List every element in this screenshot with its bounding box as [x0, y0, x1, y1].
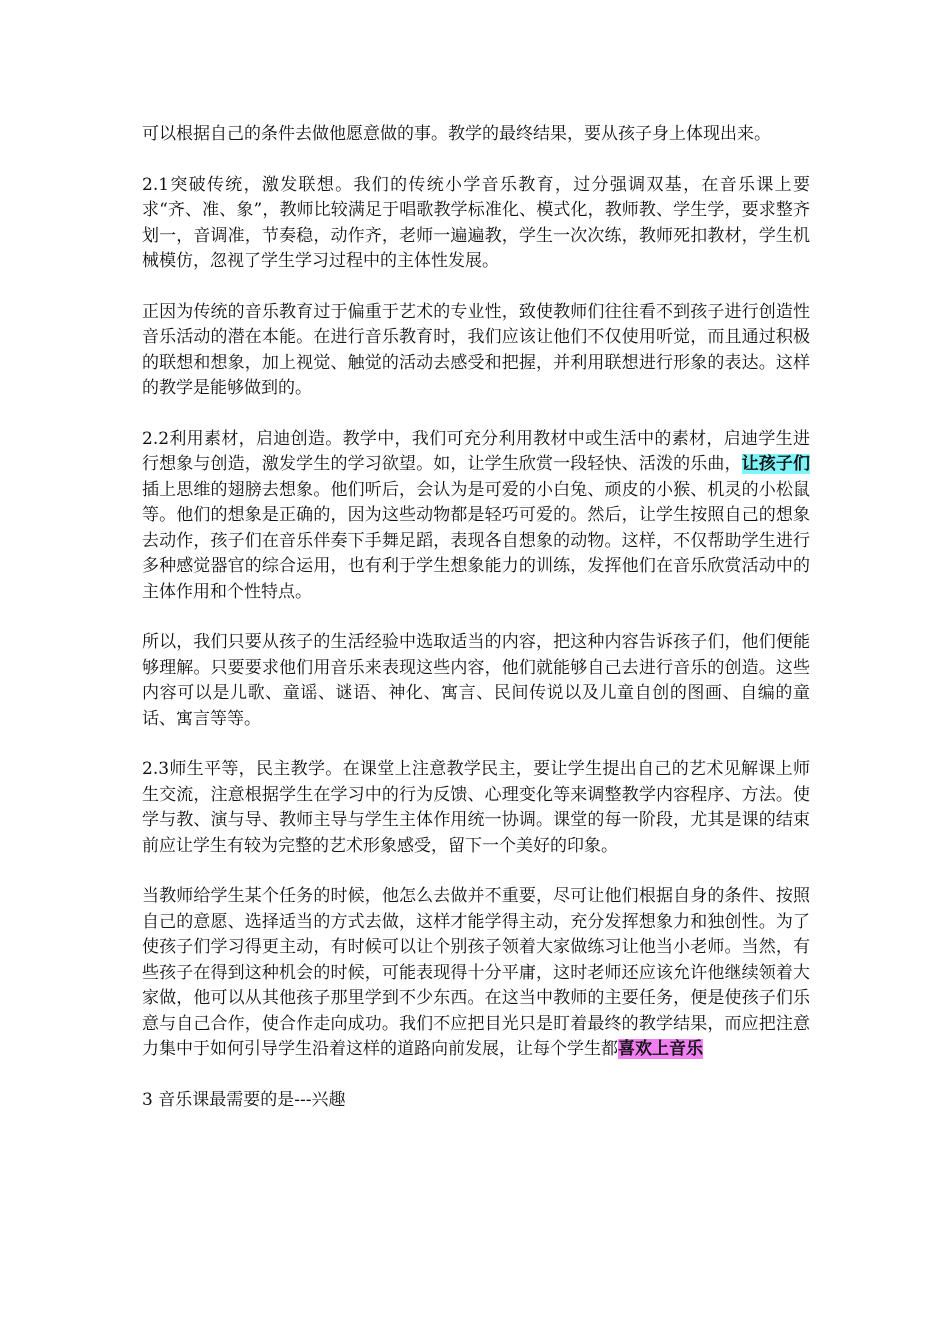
highlight-love-music: 喜欢上音乐 — [618, 1039, 703, 1059]
paragraph-section-2-1: 2.1突破传统，激发联想。我们的传统小学音乐教育，过分强调双基，在音乐课上要求“齐、准、象”，教师比较满足于唱歌教学标准化、模式化，教师教、学生学，要求整齐划一，音调准，节奏稳，动作齐，老师一遍遍教，学生一次次练，教师死扣教材，学生机械模仿，忽视了学生学习过程中的主体性发展。 — [142, 174, 810, 271]
paragraph-section-2-2-before: 2.2利用素材，启迪创造。教学中，我们可充分利用教材中或生活中的素材，启迪学生进行想象与创造，激发学生的学习欲望。如，让学生欣赏一段轻快、活泼的乐曲， — [142, 428, 810, 474]
paragraph-teacher-task — [142, 884, 810, 1063]
document-page — [142, 122, 810, 1138]
paragraph-intro: 可以根据自己的条件去做他愿意做的事。教学的最终结果，要从孩子身上体现出来。 — [142, 124, 771, 144]
paragraph-section-2-2 — [142, 427, 810, 606]
section-heading-3: 3 音乐课最需要的是---兴趣 — [142, 1089, 346, 1110]
paragraph-life-experience: 所以，我们只要从孩子的生活经验中选取适当的内容，把这种内容告诉孩子们，他们便能够理解。只要要求他们用音乐来表现这些内容，他们就能够自己去进行音乐的创造。这些内容可以是儿歌、童谣、谜语、神化、寓言、民间传说以及儿童自创的图画、自编的童话、寓言等等。 — [142, 632, 810, 729]
highlight-let-children: 让孩子们 — [741, 454, 811, 474]
paragraph-section-2-3: 2.3师生平等，民主教学。在课堂上注意教学民主，要让学生提出自己的艺术见解课上师生交流，注意根据学生在学习中的行为反馈、心理变化等来调整教学内容程序、方法。使学与教、演与导、教师主导与学生主体作用统一协调。课堂的每一阶段，尤其是课的结束前应让学生有较为完整的艺术形象感受，留下一个美好的印象。 — [142, 759, 810, 856]
paragraph-teacher-task-before: 当教师给学生某个任务的时候，他怎么去做并不重要，尽可让他们根据自身的条件、按照自己的意愿、选择适当的方式去做，这样才能学得主动，充分发挥想象力和独创性。为了使孩子们学习得更主动，有时候可以让个别孩子领着大家做练习让他当小老师。当然，有些孩子在得到这种机会的时候，可能表现得十分平庸，这时老师还应该允许他继续领着大家做，他可以从其他孩子那里学到不少东西。在这当中教师的主要任务，便是使孩子们乐意与自己合作，使合作走向成功。我们不应把目光只是盯着最终的教学结果，而应把注意力集中于如何引导学生沿着这样的道路向前发展，让每个学生都 — [142, 886, 810, 1059]
paragraph-section-2-2-after: 插上思维的翅膀去想象。他们听后，会认为是可爱的小白兔、顽皮的小猴、机灵的小松鼠等。他们的想象是正确的，因为这些动物都是轻巧可爱的。然后，让学生按照自己的想象去动作，孩子们在音乐伴奏下手舞足蹈，表现各自想象的动物。这样，不仅帮助学生进行多种感觉器官的综合运用，也有利于学生想象能力的训练，发挥他们在音乐欣赏活动中的主体作用和个性特点。 — [142, 479, 810, 602]
paragraph-traditional-education: 正因为传统的音乐教育过于偏重于艺术的专业性，致使教师们往往看不到孩子进行创造性音乐活动的潜在本能。在进行音乐教育时，我们应该让他们不仅使用听觉，而且通过积极的联想和想象，加上视觉、触觉的活动去感受和把握，并利用联想进行形象的表达。这样的教学是能够做到的。 — [142, 301, 810, 398]
